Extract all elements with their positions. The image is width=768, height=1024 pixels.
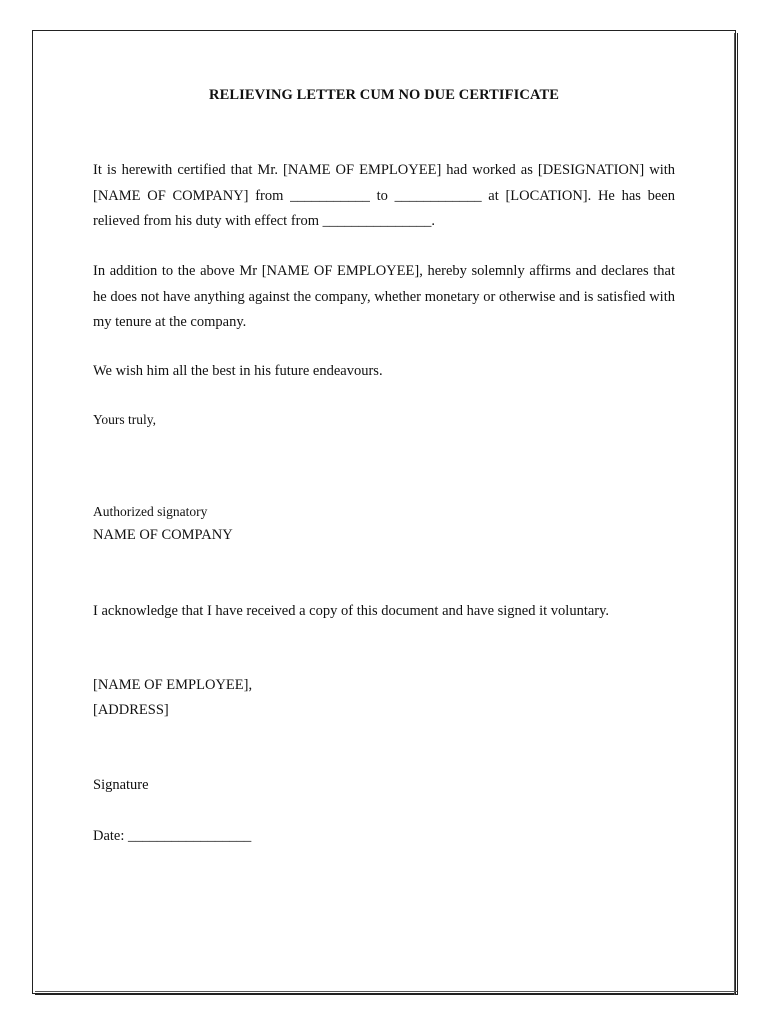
signatory-role: Authorized signatory	[93, 504, 208, 519]
page-border-right-shadow	[734, 33, 738, 995]
signature-label: Signature	[93, 777, 149, 793]
acknowledgement-statement: I acknowledge that I have received a copy of this document and have signed it voluntary.	[93, 603, 610, 619]
certification-paragraph: It is herewith certified that Mr. [NAME OF EMPLOYEE] had worked as [DESIGNATION] with [NAME OF COMPANY] from ___________ to ____________ at [LOCATION]. He has been relieved from his duty with effect from _______________.	[93, 162, 675, 229]
employee-name: [NAME OF EMPLOYEE],	[93, 677, 253, 693]
page-border-bottom-shadow	[35, 991, 738, 995]
closing-salutation: Yours truly,	[93, 412, 157, 427]
wishes-paragraph: We wish him all the best in his future endeavours.	[93, 363, 383, 379]
document-title: RELIEVING LETTER CUM NO DUE CERTIFICATE	[209, 87, 559, 103]
company-name: NAME OF COMPANY	[93, 527, 233, 543]
affirmation-paragraph: In addition to the above Mr [NAME OF EMPLOYEE], hereby solemnly affirms and declares that he does not have anything against the company, whether monetary or otherwise and is satisfied with my tenure at the company.	[93, 263, 675, 330]
employee-address: [ADDRESS]	[93, 702, 169, 718]
date-field: Date: _________________	[93, 828, 252, 844]
